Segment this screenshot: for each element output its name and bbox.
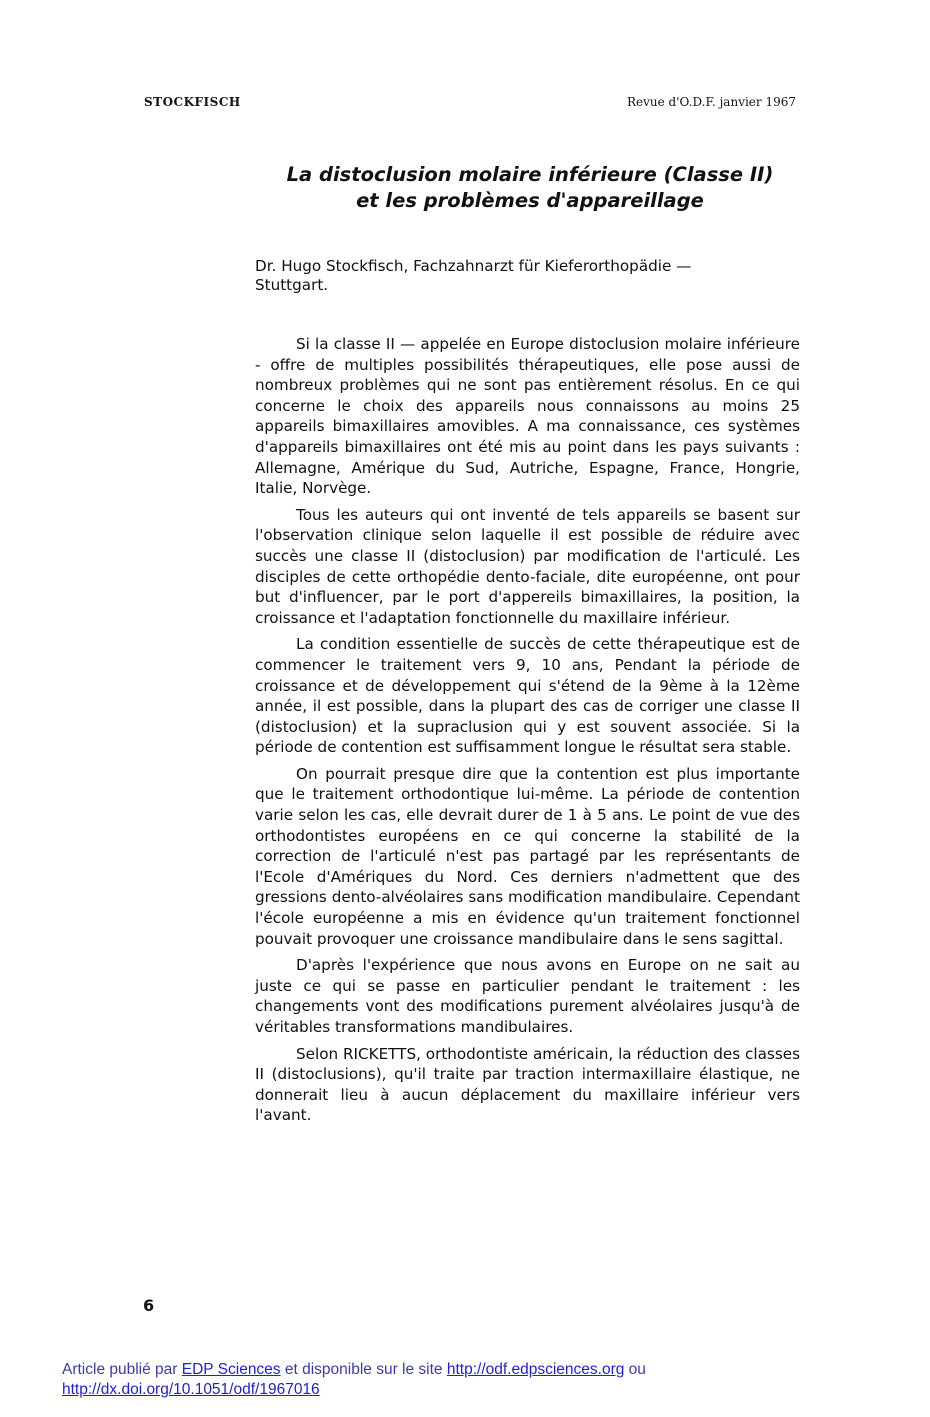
footer-line-2	[62, 1380, 646, 1400]
publisher-footer	[62, 1360, 646, 1400]
paragraph: D'après l'expérience que nous avons en Europe on ne sait au juste ce qui se passe en particulier pendant le traitement : les changements vont des modifications purement alvéolaires jusqu'à de véritables transformations mandibulaires.	[255, 956, 800, 1036]
footer-middle-text: et disponible sur le site	[280, 1361, 447, 1378]
running-header-journal: Revue d'O.D.F. janvier 1967	[627, 95, 796, 109]
footer-line-1	[62, 1360, 646, 1380]
footer-prefix-text: Article publié par	[62, 1361, 182, 1378]
paragraph: On pourrait presque dire que la contention est plus importante que le traitement orthodontique lui-même. La période de contention varie selon les cas, elle devrait durer de 1 à 5 ans. Le point de vue des orthodontistes européens en ce qui concerne la stabilité de la correction de l'articulé n'est pas partagé par les représentants de l'Ecole d'Amériques du Nord. Ces derniers n'admettent que des gressions dento-alvéolaires sans modification mandibulaire. Cependant l'école européenne a mis en évidence qu'un traitement fonctionnel pouvait provoquer une croissance mandibulaire dans le sens sagittal.	[255, 764, 800, 948]
author-affiliation	[255, 257, 800, 295]
author-line-1: Dr. Hugo Stockfisch, Fachzahnarzt für Kieferorthopädie —	[255, 257, 692, 275]
article-title-line-1: La distoclusion molaire inférieure (Classe II)	[286, 163, 774, 186]
journal-site-link[interactable]: http://odf.edpsciences.org	[446, 1361, 625, 1378]
paragraph: Selon RICKETTS, orthodontiste américain, la réduction des classes II (distoclusions), qu'il traite par traction intermaxillaire élastique, ne donnerait lieu à aucun déplacement du maxillaire inférieur vers l'avant.	[255, 1044, 800, 1125]
paragraph: La condition essentielle de succès de cette thérapeutique est de commencer le traitement vers 9, 10 ans, Pendant la période de croissance et de développement qui s'étend de la 9ème à la 12ème année, il est possible, dans la plupart des cas de corriger une classe II (distoclusion) et la supraclusion qui y est souvent associée. Si la période de contention est suffisamment longue le résultat sera stable.	[255, 635, 800, 757]
running-header-author: STOCKFISCH	[144, 95, 241, 109]
page-number: 6	[143, 1296, 155, 1315]
article-title-line-2: et les problèmes d'appareillage	[356, 189, 704, 212]
article-title	[240, 162, 820, 214]
footer-suffix-text: ou	[624, 1361, 646, 1378]
article-body	[255, 334, 800, 1132]
doi-link[interactable]: http://dx.doi.org/10.1051/odf/1967016	[62, 1381, 320, 1398]
author-line-2: Stuttgart.	[255, 276, 329, 294]
paragraph: Tous les auteurs qui ont inventé de tels appareils se basent sur l'observation clinique selon laquelle il est possible de réduire avec succès une classe II (distoclusion) par modification de l'articulé. Les disciples de cette orthopédie dento-faciale, dite européenne, ont pour but d'influencer, par le port d'appereils bimaxillaires, la position, la croissance et l'adaptation fonctionnelle du maxillaire inférieur.	[255, 505, 800, 627]
edp-sciences-link[interactable]: EDP Sciences	[181, 1361, 281, 1378]
paragraph: Si la classe II — appelée en Europe distoclusion molaire inférieure - offre de multiples possibilités thérapeutiques, elle pose aussi de nombreux problèmes qui ne sont pas entièrement résolus. En ce qui concerne le choix des appareils nous connaissons au moins 25 appareils bimaxillaires amovibles. A ma connaissance, ces systèmes d'appareils bimaxillaires ont été mis au point dans les pays suivants : Allemagne, Amérique du Sud, Autriche, Espagne, France, Hongrie, Italie, Norvège.	[255, 335, 800, 498]
